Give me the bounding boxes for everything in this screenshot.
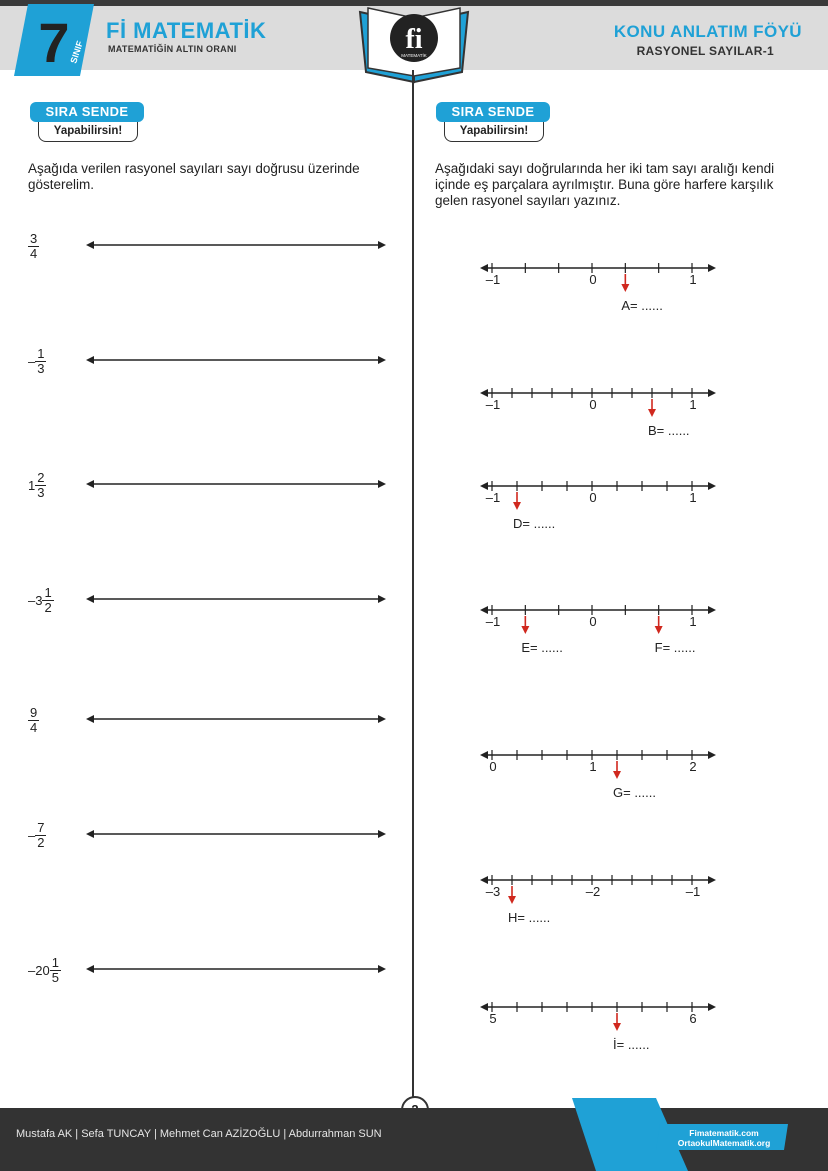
answer-blank[interactable]: F= ...... [654, 640, 696, 655]
left-item-label [28, 347, 46, 376]
number-line-label: 1 [689, 397, 697, 412]
pointer-arrow-head [613, 1023, 621, 1031]
center-divider [412, 70, 414, 1110]
answer-blank[interactable]: A= ...... [621, 298, 663, 313]
sign: – [28, 828, 36, 843]
pointer-arrow-head [521, 626, 529, 634]
left-badge-subtitle: Yapabilirsin! [38, 122, 138, 142]
number-line-label: 1 [689, 614, 697, 629]
numerator: 1 [37, 346, 45, 361]
numerator: 1 [44, 585, 52, 600]
numerator: 3 [30, 231, 38, 246]
empty-number-line [86, 592, 386, 606]
denominator: 4 [30, 720, 38, 735]
fraction [35, 471, 46, 500]
number-line-label: 1 [689, 272, 697, 287]
left-item-label [28, 706, 39, 735]
number-line-label: 0 [589, 490, 597, 505]
left-item-label [28, 821, 46, 850]
answer-blank[interactable]: İ= ...... [613, 1037, 650, 1052]
pointer-arrow-head [508, 896, 516, 904]
denominator: 3 [37, 485, 45, 500]
whole-part: 1 [28, 478, 36, 493]
empty-number-line [86, 477, 386, 491]
fraction [35, 821, 46, 850]
empty-number-line [86, 238, 386, 252]
right-badge-title: SIRA SENDE [436, 102, 550, 122]
number-line-label: –1 [485, 272, 501, 287]
topic-title: KONU ANLATIM FÖYÜ [613, 22, 802, 41]
whole-part: –3 [28, 593, 43, 608]
denominator: 2 [44, 600, 52, 615]
right-badge-subtitle: Yapabilirsin! [444, 122, 544, 142]
pointer-arrow-head [655, 626, 663, 634]
number-line-label: 1 [689, 490, 697, 505]
numerator: 9 [30, 705, 38, 720]
logo-caption: MATEMATİK [401, 53, 427, 58]
brand-title: Fİ MATEMATİK [106, 18, 267, 43]
number-line-label: –1 [485, 614, 501, 629]
answer-blank[interactable]: E= ...... [521, 640, 563, 655]
left-badge [30, 102, 146, 144]
grade-number: 7 [38, 11, 70, 74]
number-line-label: 2 [689, 759, 697, 774]
number-line-label: –1 [685, 884, 701, 899]
number-line-label: 0 [589, 614, 597, 629]
numerator: 7 [37, 820, 45, 835]
fraction [28, 232, 39, 261]
fraction [35, 347, 46, 376]
left-item-label [28, 232, 39, 261]
pointer-arrow-head [621, 284, 629, 292]
number-line-label: 1 [589, 759, 597, 774]
number-line-label: 5 [489, 1011, 497, 1026]
number-line-label: –3 [485, 884, 501, 899]
number-line-label: –1 [485, 397, 501, 412]
grade-badge [14, 4, 94, 76]
denominator: 3 [37, 361, 45, 376]
grade-word: SINIF [68, 39, 86, 65]
fraction [50, 956, 61, 985]
brand-subtitle: MATEMATİĞİN ALTIN ORANI [108, 44, 237, 54]
book-logo [356, 2, 472, 84]
left-item-label [28, 471, 46, 500]
numerator: 1 [51, 955, 59, 970]
pointer-arrow-head [613, 771, 621, 779]
fraction [42, 586, 53, 615]
right-instruction: Aşağıdaki sayı doğrularında her iki tam sayı aralığı kendi içinde eş parçalara ayrılmıştır. Buna göre harfere karşılık gelen rasyonel sayıları yazınız. [435, 161, 775, 208]
topic-subtitle: RASYONEL SAYILAR-1 [636, 44, 774, 58]
answer-blank[interactable]: H= ...... [508, 910, 551, 925]
whole-part: –20 [28, 963, 50, 978]
footer-site-1[interactable]: Fimatematik.com [689, 1128, 759, 1138]
number-line-label: 0 [489, 759, 497, 774]
denominator: 2 [37, 835, 45, 850]
left-instruction: Aşağıda verilen rasyonel sayıları sayı doğrusu üzerinde gösterelim. [28, 161, 360, 192]
pointer-arrow-head [648, 409, 656, 417]
number-line [480, 999, 716, 1039]
right-badge [436, 102, 552, 144]
answer-blank[interactable]: B= ...... [648, 423, 690, 438]
numerator: 2 [37, 470, 45, 485]
left-item-label [28, 956, 61, 985]
answer-blank[interactable]: G= ...... [613, 785, 656, 800]
number-line-label: –1 [485, 490, 501, 505]
empty-number-line [86, 962, 386, 976]
empty-number-line [86, 353, 386, 367]
empty-number-line [86, 827, 386, 841]
footer-site-2[interactable]: OrtaokulMatematik.org [677, 1138, 771, 1148]
number-line-label: –2 [585, 884, 601, 899]
number-line-label: 6 [689, 1011, 697, 1026]
number-line-label: 0 [589, 397, 597, 412]
fraction [28, 706, 39, 735]
pointer-arrow-head [513, 502, 521, 510]
denominator: 4 [30, 246, 38, 261]
left-badge-title: SIRA SENDE [30, 102, 144, 122]
logo-text: fi [405, 24, 423, 55]
sign: – [28, 354, 36, 369]
left-item-label [28, 586, 54, 615]
footer-authors: Mustafa AK | Sefa TUNCAY | Mehmet Can AZİZOĞLU | Abdurrahman SUN [16, 1128, 382, 1140]
empty-number-line [86, 712, 386, 726]
number-line-label: 0 [589, 272, 597, 287]
denominator: 5 [51, 970, 59, 985]
answer-blank[interactable]: D= ...... [513, 516, 556, 531]
